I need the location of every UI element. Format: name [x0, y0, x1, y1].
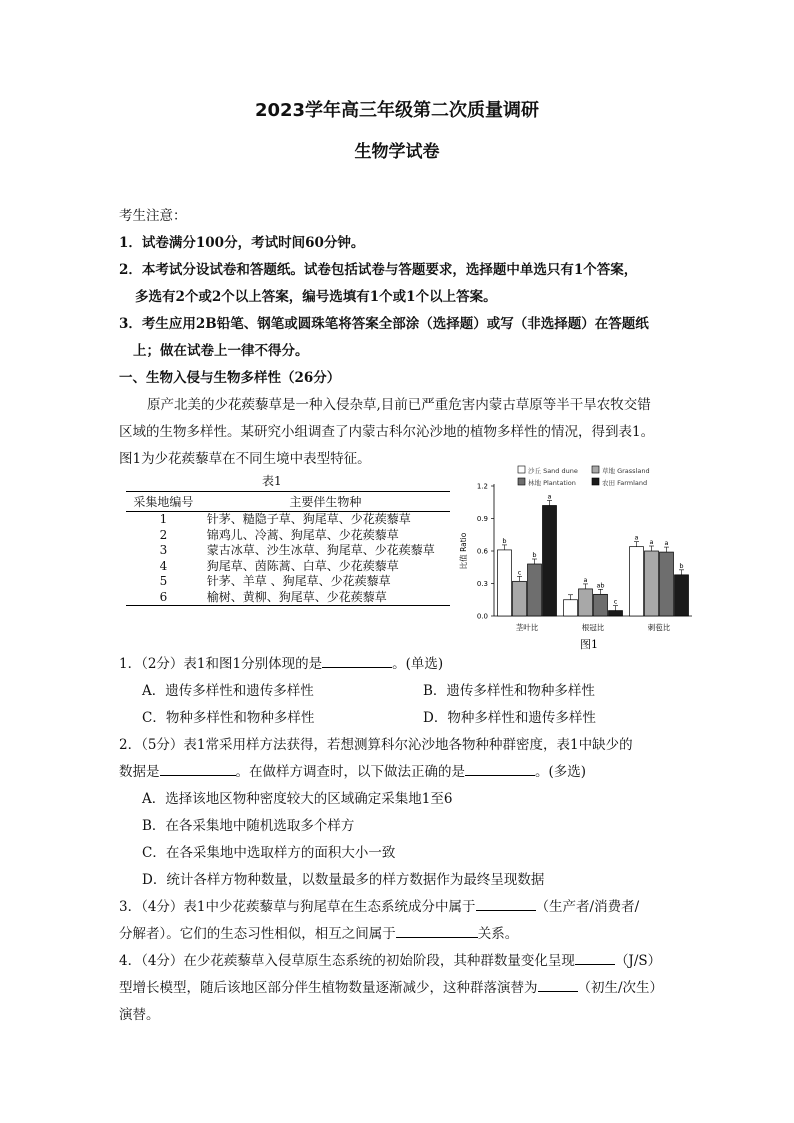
table-row: [126, 574, 450, 590]
answer-blank[interactable]: [322, 654, 392, 668]
question-4-line3: 演替。: [119, 1007, 160, 1023]
question-stem: 型增长模型，随后该地区部分伴生植物数量逐渐减少，这种群落演替为: [119, 980, 538, 996]
notice-heading: 考生注意：: [119, 208, 187, 224]
option-d[interactable]: D．物种多样性和遗传多样性: [423, 710, 596, 726]
answer-blank[interactable]: [575, 951, 615, 965]
page-subtitle: 生物学试卷: [354, 142, 440, 162]
question-stem: 3．（4分）表1中少花蒺藜草与狗尾草在生态系统成分中属于: [119, 899, 476, 915]
table-row: [126, 512, 450, 528]
option-b[interactable]: B．在各采集地中随机选取多个样方: [142, 818, 355, 834]
question-2-line2: [119, 760, 586, 780]
bar: [609, 611, 623, 616]
table-cell: 针茅、羊草 、狗尾草、少花蒺藜草: [206, 574, 391, 588]
bar: [543, 506, 557, 617]
question-stem: 。(多选): [535, 764, 587, 780]
table-header-cell: 主要伴生物种: [201, 492, 450, 512]
figure-1-chart: [452, 462, 702, 654]
legend-label: 林地 Plantation: [528, 479, 576, 487]
legend-swatch: [592, 466, 599, 473]
legend-label: 草地 Grassland: [602, 467, 650, 475]
table-row: [126, 543, 450, 559]
intro-line: 图1为少花蒺藜草在不同生境中表型特征。: [119, 451, 371, 467]
question-4: [119, 949, 661, 969]
table-cell: 3: [159, 543, 168, 557]
question-stem: 数据是: [119, 764, 160, 780]
question-stem: 4．（4分）在少花蒺藜草入侵草原生态系统的初始阶段，其种群数量变化呈现: [119, 953, 575, 969]
option-b[interactable]: B．遗传多样性和物种多样性: [423, 683, 595, 699]
significance-label: c: [517, 568, 522, 577]
question-stem: （初生/次生）: [577, 980, 664, 996]
option-c[interactable]: C．在各采集地中选取样方的面积大小一致: [142, 845, 396, 861]
question-stem: 。(单选): [392, 656, 444, 672]
question-stem: （J/S）: [614, 953, 662, 969]
bar: [594, 594, 608, 616]
significance-label: a: [649, 538, 654, 546]
legend-swatch: [592, 478, 599, 485]
significance-label: ab: [596, 581, 605, 590]
figure-caption: 图1: [580, 638, 598, 651]
bar: [675, 575, 689, 616]
significance-label: a: [583, 575, 588, 584]
table-row: [126, 559, 450, 575]
table-cell: 2: [159, 527, 168, 542]
option-a[interactable]: A．选择该地区物种密度较大的区域确定采集地1至6: [142, 791, 453, 807]
table-cell: 榆树、黄柳、狗尾草、少花蒺藜草: [201, 590, 450, 606]
legend-label: 沙丘 Sand dune: [528, 467, 578, 475]
significance-label: c: [613, 597, 618, 606]
page-title: 2023学年高三年级第二次质量调研: [254, 100, 540, 121]
x-tick-label: 刺苞比: [647, 623, 671, 632]
answer-blank[interactable]: [465, 762, 535, 776]
y-tick-label: 0.9: [476, 515, 488, 523]
table-cell: 1: [159, 512, 168, 526]
bar: [645, 551, 659, 616]
option-c[interactable]: C．物种多样性和物种多样性: [142, 710, 315, 726]
option-d[interactable]: D．统计各样方物种数量，以数量最多的样方数据作为最终呈现数据: [142, 872, 545, 888]
significance-label: b: [679, 561, 684, 570]
bar: [630, 547, 644, 616]
question-stem: 分解者）。它们的生态习性相似，相互之间属于: [119, 926, 396, 942]
significance-label: a: [547, 492, 552, 501]
x-tick-label: 根冠比: [581, 623, 605, 632]
bar: [579, 589, 593, 616]
table-cell: 6: [126, 590, 201, 606]
table-cell: 锦鸡儿、冷蒿、狗尾草、少花蒺藜草: [206, 527, 399, 542]
table-cell: 蒙古冰草、沙生冰草、狗尾草、少花蒺藜草: [206, 543, 435, 557]
bar: [528, 564, 542, 616]
table-cell: 4: [159, 558, 168, 573]
significance-label: b: [532, 551, 537, 559]
significance-label: b: [502, 536, 507, 545]
question-2: 2．（5分）表1常采用样方法获得，若想测算科尔沁沙地各物种种群密度，表1中缺少的: [119, 737, 633, 753]
bar: [660, 552, 674, 616]
answer-blank[interactable]: [396, 924, 478, 938]
table-cell: 狗尾草、茵陈蒿、白草、少花蒺藜草: [206, 558, 399, 573]
y-tick-label: 0.3: [476, 580, 488, 588]
bar: [513, 581, 527, 616]
legend-label: 农田 Farmland: [602, 479, 648, 487]
significance-label: a: [634, 533, 639, 542]
table-caption: 表1: [262, 474, 282, 488]
table-header-cell: 采集地编号: [126, 492, 201, 512]
notice-item: 上；做在试卷上一律不得分。: [133, 343, 309, 359]
significance-label: a: [664, 539, 669, 548]
question-stem: 。在做样方调查时，以下做法正确的是: [235, 764, 465, 780]
notice-item: 2．本考试分设试卷和答题纸。试卷包括试卷与答题要求，选择题中单选只有1个答案，: [119, 262, 638, 278]
intro-line: 区域的生物多样性。某研究小组调查了内蒙古科尔沁沙地的植物多样性的情况，得到表1。: [119, 424, 655, 440]
table-header-row: [126, 492, 450, 512]
question-stem: （生产者/消费者/: [535, 899, 640, 915]
question-1: [119, 652, 443, 672]
table-cell: 5: [159, 574, 168, 588]
table-row: [126, 528, 450, 544]
intro-line: 原产北美的少花蒺藜草是一种入侵杂草,目前已严重危害内蒙古草原等半干旱农牧交错: [147, 397, 651, 413]
bar: [564, 600, 578, 616]
notice-item: 多选有2个或2个以上答案，编号选填有1个或1个以上答案。: [135, 289, 497, 305]
question-stem: 关系。: [477, 926, 519, 942]
table-1: [126, 491, 450, 606]
table-row: [126, 590, 450, 606]
y-axis-label: 比值 Ratio: [459, 532, 468, 570]
answer-blank[interactable]: [538, 978, 578, 992]
notice-item: 1．试卷满分100分，考试时间60分钟。: [119, 235, 365, 251]
section-heading: 一、生物入侵与生物多样性（26分）: [119, 370, 341, 386]
bar: [498, 550, 512, 616]
question-3: [119, 895, 639, 915]
table-cell: 针茅、糙隐子草、狗尾草、少花蒺藜草: [206, 512, 411, 526]
y-tick-label: 0.6: [476, 547, 488, 556]
option-a[interactable]: A．遗传多样性和遗传多样性: [142, 683, 314, 699]
y-tick-label: 0.0: [476, 612, 488, 621]
legend-swatch: [518, 478, 525, 485]
answer-blank[interactable]: [160, 762, 236, 776]
question-3-line2: [119, 922, 518, 942]
legend-swatch: [518, 466, 525, 473]
notice-item: 3．考生应用2B铅笔、钢笔或圆珠笔将答案全部涂（选择题）或写（非选择题）在答题纸: [119, 316, 649, 332]
question-4-line2: [119, 976, 663, 996]
answer-blank[interactable]: [476, 897, 536, 911]
question-stem: 1．（2分）表1和图1分别体现的是: [119, 656, 323, 672]
y-tick-label: 1.2: [476, 482, 488, 491]
x-tick-label: 茎叶比: [515, 623, 539, 632]
